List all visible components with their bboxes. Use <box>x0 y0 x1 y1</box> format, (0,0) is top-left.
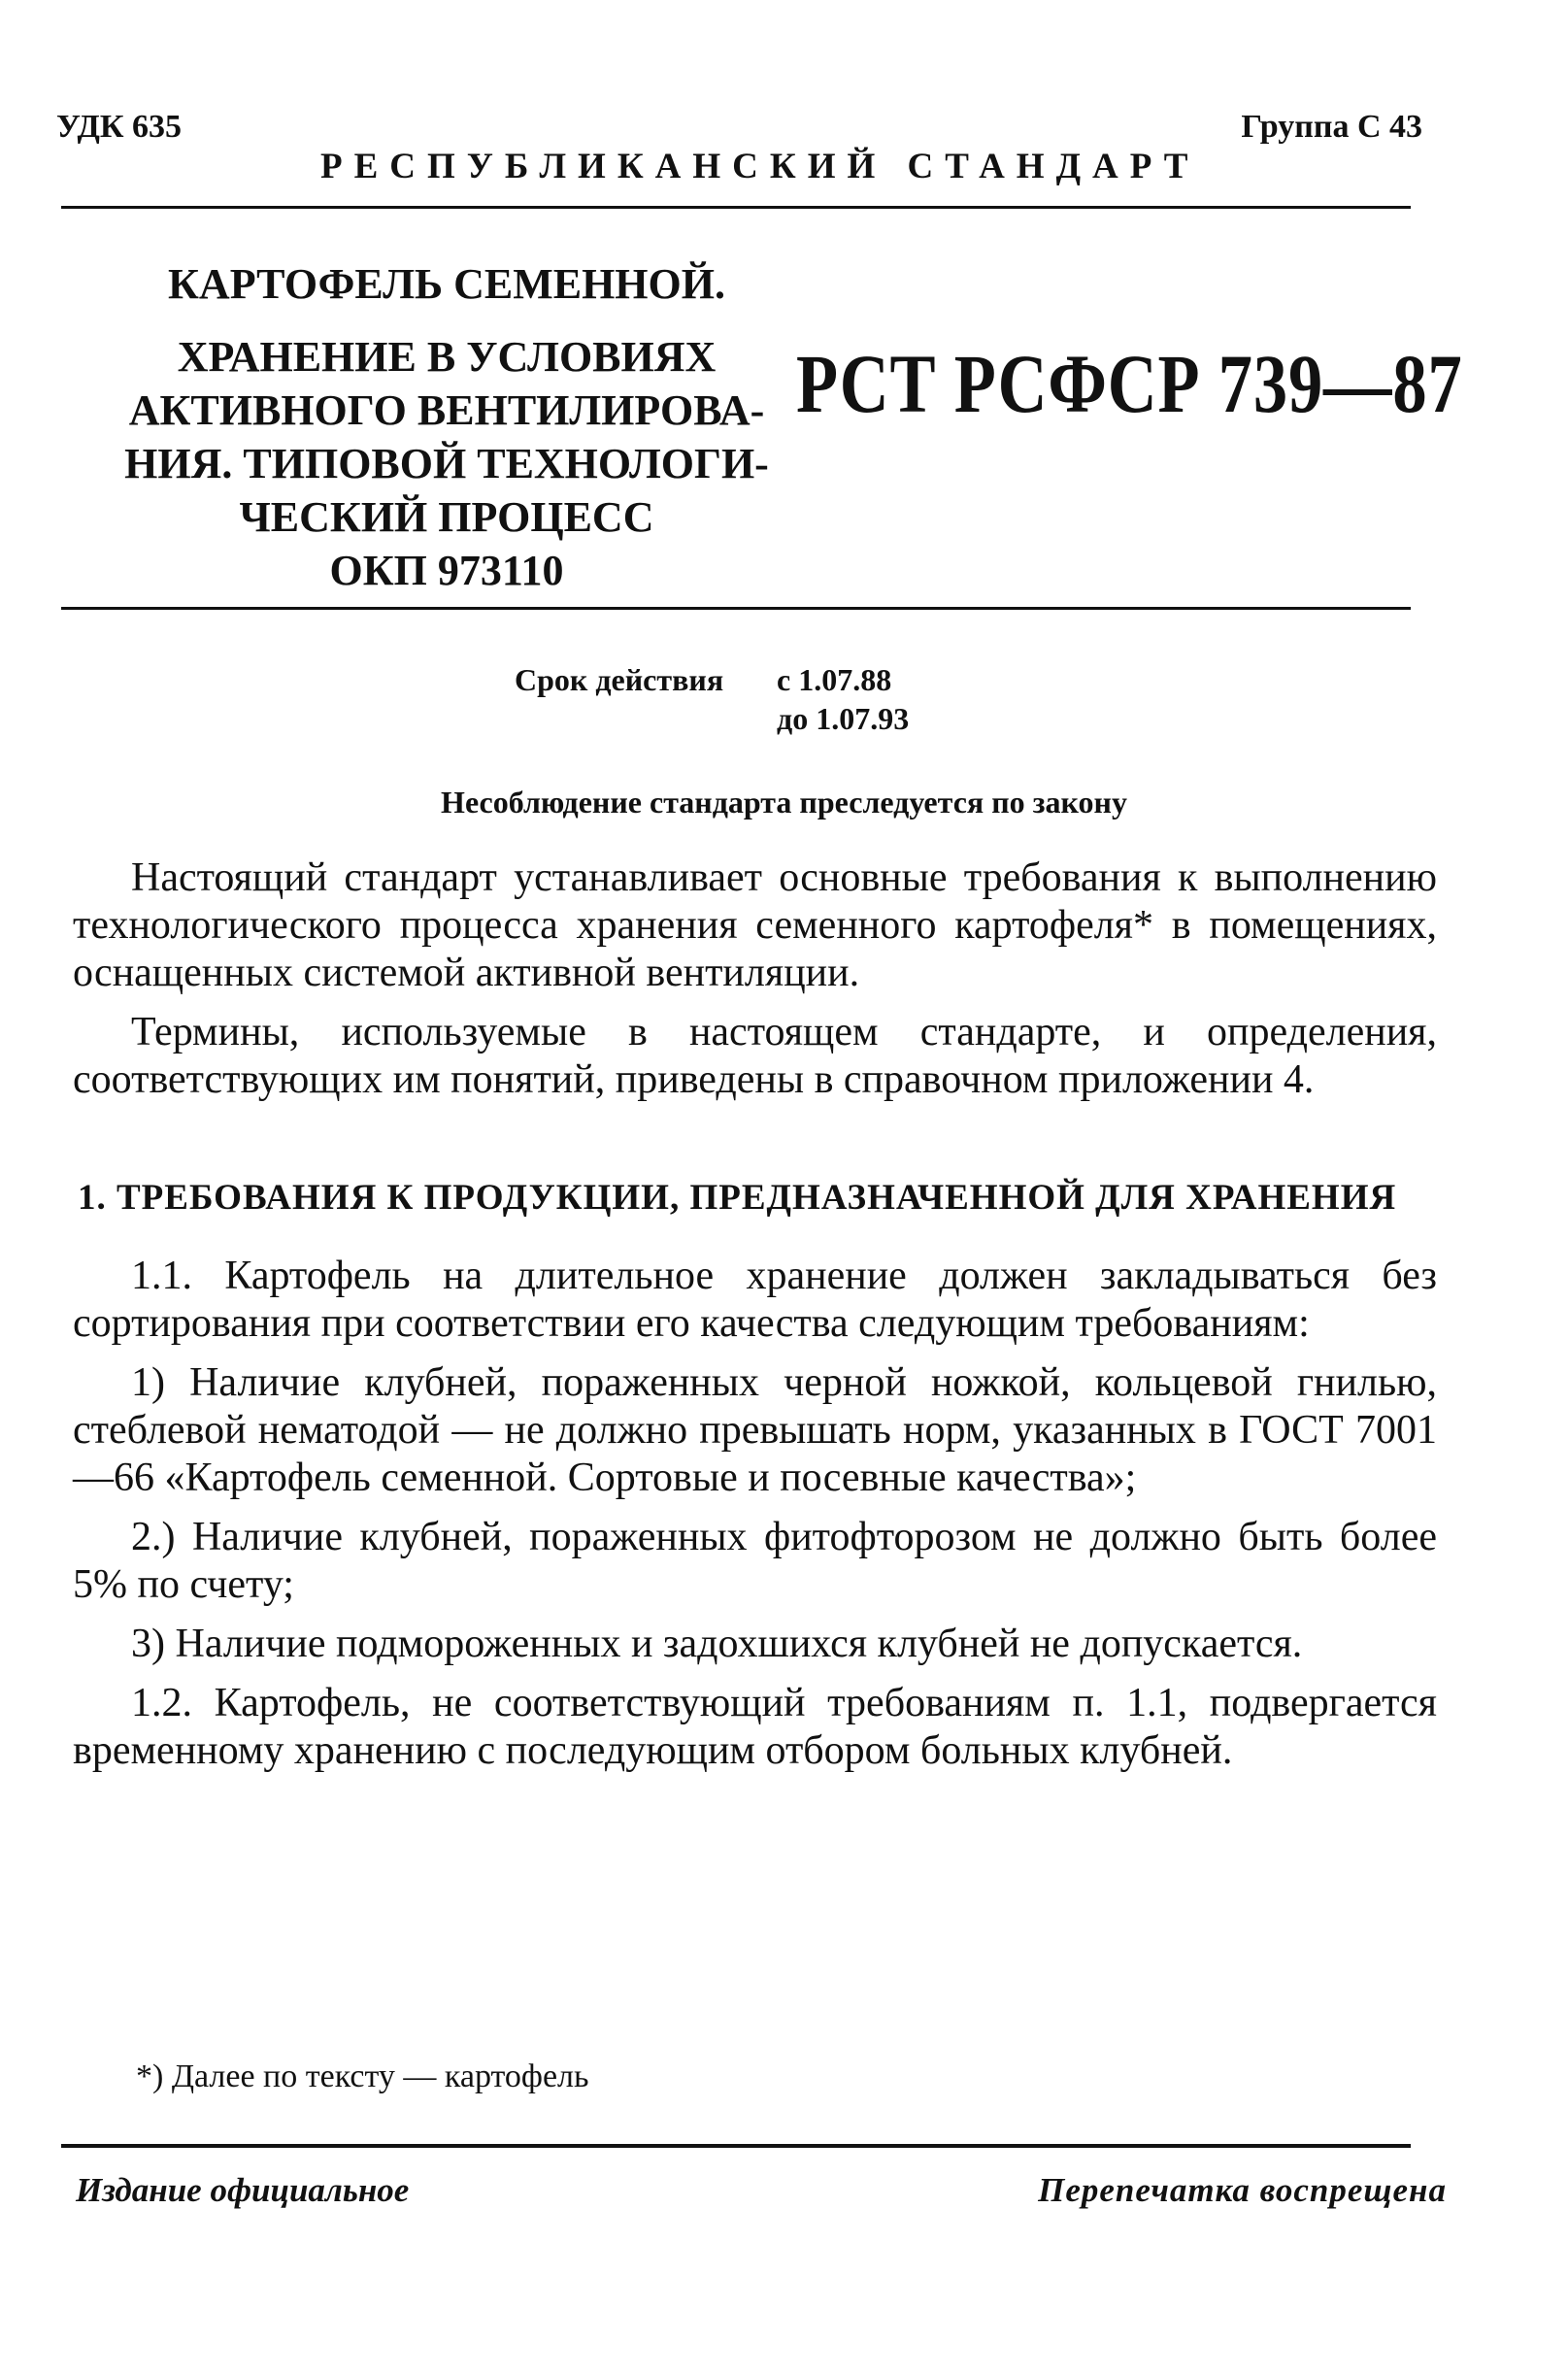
title-line-1: КАРТОФЕЛЬ СЕМЕННОЙ. <box>168 260 725 308</box>
title-line-2: ХРАНЕНИЕ В УСЛОВИЯХ <box>177 333 717 381</box>
requirement-item-1: 1) Наличие клубней, пораженных черной ножкой, кольцевой гнилью, стеблевой нематодой — не должно превышать норм, указанных в ГОСТ 7001—66 «Картофель семенной. Сортовые и посевные качества»; <box>73 1360 1437 1500</box>
section-1-body <box>73 1253 1437 1787</box>
standard-type: РЕСПУБЛИКАНСКИЙ СТАНДАРТ <box>320 147 1200 186</box>
clause-1-1: 1.1. Картофель на длительное хранение должен закладываться без сортирования при соответствии его качества следующим требованиям: <box>73 1254 1437 1346</box>
requirement-item-2: 2.) Наличие клубней, пораженных фитофторозом не должно быть более 5% по счету; <box>73 1515 1437 1607</box>
group-code: Группа С 43 <box>1241 109 1422 145</box>
section-1-heading: 1. ТРЕБОВАНИЯ К ПРОДУКЦИИ, ПРЕДНАЗНАЧЕННОЙ ДЛЯ ХРАНЕНИЯ <box>78 1178 1397 1218</box>
reprint-prohibited-note: Перепечатка воспрещена <box>1038 2171 1447 2209</box>
validity-label: Срок действия <box>515 662 724 697</box>
footer-divider <box>61 2144 1411 2148</box>
legal-warning: Несоблюдение стандарта преследуется по закону <box>441 785 1127 820</box>
clause-1-2: 1.2. Картофель, не соответствующий требованиям п. 1.1, подвергается временному хранению с последующим отбором больных клубней. <box>73 1681 1437 1773</box>
validity-period <box>515 660 909 738</box>
document-code: РСТ РСФСР 739—87 <box>796 337 1463 430</box>
title-line-4: НИЯ. ТИПОВОЙ ТЕХНОЛОГИ- <box>124 440 769 487</box>
title-line-3: АКТИВНОГО ВЕНТИЛИРОВА- <box>128 386 765 434</box>
title-divider <box>61 607 1411 610</box>
introduction <box>73 854 1437 1116</box>
requirement-item-3: 3) Наличие подмороженных и задохшихся клубней не допускается. <box>131 1622 1303 1666</box>
official-edition-note: Издание официальное <box>76 2171 410 2209</box>
title-line-6: ОКП 973110 <box>329 547 564 594</box>
udk-code: УДК 635 <box>56 109 183 145</box>
title-line-5: ЧЕСКИЙ ПРОЦЕСС <box>239 493 654 541</box>
validity-to: до 1.07.93 <box>777 701 910 736</box>
intro-paragraph-1: Настоящий стандарт устанавливает основные требования к выполнению технологического процесса хранения семенного картофеля* в помещениях, оснащенных системой активной вентиляции. <box>73 855 1437 995</box>
top-divider <box>61 206 1411 209</box>
footnote: *) Далее по тексту — картофель <box>136 2058 589 2094</box>
intro-paragraph-2: Термины, используемые в настоящем стандарте, и определения, соответствующих им понятий, приведены в справочном приложении 4. <box>73 1010 1437 1102</box>
validity-from: с 1.07.88 <box>777 662 892 697</box>
document-title <box>97 257 796 597</box>
